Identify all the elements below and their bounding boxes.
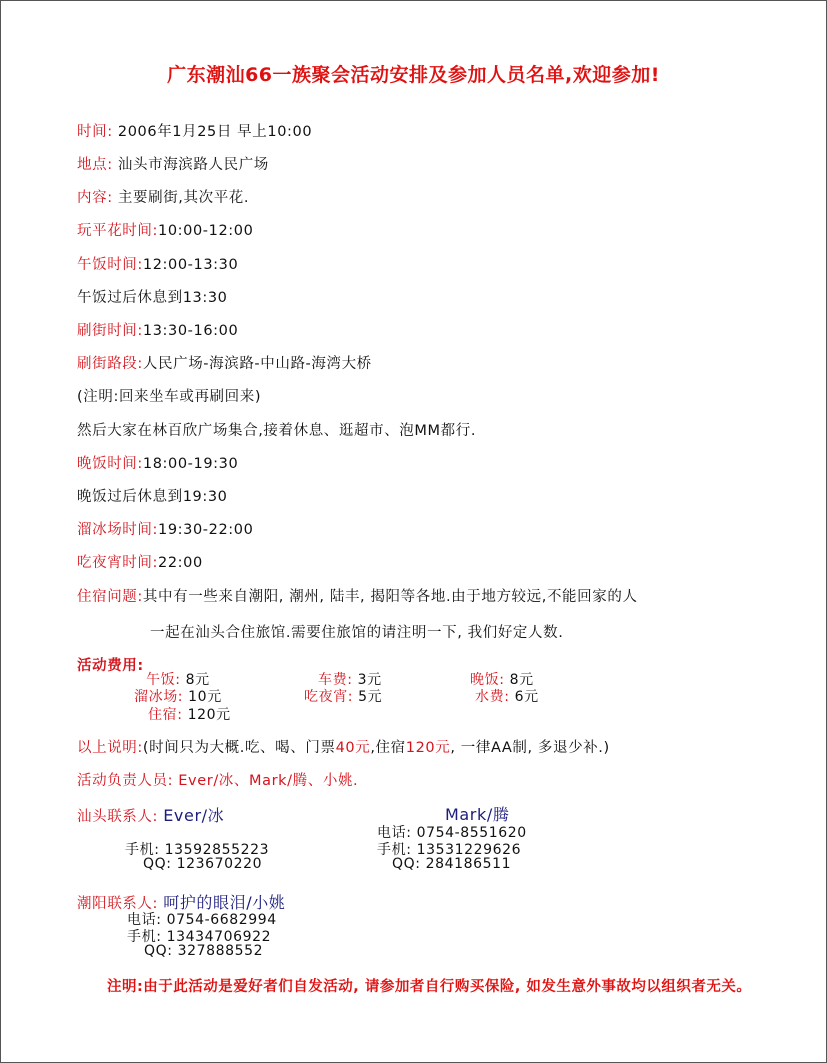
fee-stay-label: 住宿: [148,707,183,723]
fee-supper [304,686,382,706]
insurance-notice: 注明:由于此活动是爱好者们自发活动, 请参加者自行购买保险, 如发生意外事故均以组织者无关。 [107,979,752,995]
shantou-contact-label: 汕头联系人: [77,809,158,825]
play-time-row [77,219,253,240]
street-time-row [77,319,238,340]
content-label: 内容: [77,190,113,206]
street-route-value: 人民广场-海滨路-中山路-海湾大桥 [142,356,372,372]
fee-supper-label: 吃夜宵: [304,689,354,705]
chaoyang-qq: QQ: 327888552 [144,943,264,959]
skate-time-value: 19:30-22:00 [158,522,254,538]
fee-lunch-label: 午饭: [146,672,181,688]
explain-row [77,736,610,757]
explain-part-3: , 一律AA制, 多退少补.) [450,740,610,756]
place-label: 地点: [77,157,113,173]
ever-name: Ever/冰 [163,806,225,825]
lunch-time-value: 12:00-13:30 [142,257,239,273]
mark-mobile: 手机: 13531229626 [377,842,522,858]
chaoyang-contact-label: 潮阳联系人: [77,896,158,912]
time-row [77,120,312,141]
lodging-line-1: 其中有一些来自潮阳, 潮州, 陆丰, 揭阳等各地.由于地方较远,不能回家的人 [142,589,638,605]
fee-water-value: 6元 [509,689,539,705]
fee-car-label: 车费: [318,672,353,688]
content-value: 主要刷街,其次平花. [112,190,250,206]
after-note-text: 然后大家在林百欣广场集合,接着休息、逛超市、泡MM都行. [77,423,477,439]
chaoyang-phone: 电话: 0754-6682994 [127,912,277,928]
fee-stay [148,704,231,724]
fee-rink-label: 溜冰场: [134,689,184,705]
fees-heading: 活动费用: [77,658,144,674]
fee-dinner-value: 8元 [504,672,534,688]
fee-rink [134,686,222,706]
street-time-value: 13:30-16:00 [142,323,239,339]
chaoyang-name: 呵护的眼泪/小姚 [163,893,286,912]
dinner-time-label: 晚饭时间: [77,456,143,472]
supper-time-row [77,551,203,572]
explain-part-2: ,住宿 [370,740,406,756]
mark-name: Mark/腾 [445,805,510,824]
time-value: 2006年1月25日 早上10:00 [112,124,313,140]
route-note-text: (注明:回来坐车或再刷回来) [77,389,262,405]
shantou-contact-row [77,803,224,826]
skate-time-label: 溜冰场时间: [77,522,158,538]
street-route-label: 刷街路段: [77,356,143,372]
fee-lunch-value: 8元 [180,672,210,688]
play-time-value: 10:00-12:00 [158,223,254,239]
lodging-label: 住宿问题: [77,589,143,605]
place-value: 汕头市海滨路人民广场 [112,157,269,173]
dinner-time-row [77,452,238,473]
mark-qq: QQ: 284186511 [392,856,512,872]
lodging-row [77,585,638,606]
lunch-time-row [77,253,238,274]
fee-water-label: 水费: [475,689,510,705]
fee-car-value: 3元 [352,672,382,688]
explain-amount-1: 40元 [335,740,371,756]
content-row [77,186,249,207]
street-route-row [77,352,372,373]
play-time-label: 玩平花时间: [77,223,158,239]
mark-phone: 电话: 0754-8551620 [377,825,527,841]
skate-time-row [77,518,253,539]
supper-time-label: 吃夜宵时间: [77,555,158,571]
fee-stay-value: 120元 [182,707,231,723]
supper-time-value: 22:00 [158,555,203,571]
lodging-line-2: 一起在汕头合住旅馆.需要住旅馆的请注明一下, 我们好定人数. [150,625,564,641]
explain-amount-2: 120元 [405,740,451,756]
lunch-rest-text: 午饭过后休息到13:30 [77,290,228,306]
dinner-time-value: 18:00-19:30 [142,456,239,472]
time-label: 时间: [77,124,113,140]
chaoyang-mobile: 手机: 13434706922 [127,929,272,945]
page-title: 广东潮汕66一族聚会活动安排及参加人员名单,欢迎参加! [167,64,660,86]
leaders-text: 活动负责人员: Ever/冰、Mark/腾、小姚. [77,773,359,789]
explain-label: 以上说明: [77,740,143,756]
dinner-rest-text: 晚饭过后休息到19:30 [77,489,228,505]
lunch-time-label: 午饭时间: [77,257,143,273]
fee-supper-value: 5元 [353,689,383,705]
ever-qq: QQ: 123670220 [143,856,263,872]
place-row [77,153,269,174]
explain-part-1: (时间只为大概.吃、喝、门票 [142,740,336,756]
ever-mobile: 手机: 13592855223 [125,842,270,858]
fee-water [475,686,539,706]
fee-dinner-label: 晚饭: [470,672,505,688]
street-time-label: 刷街时间: [77,323,143,339]
fee-rink-value: 10元 [183,689,222,705]
